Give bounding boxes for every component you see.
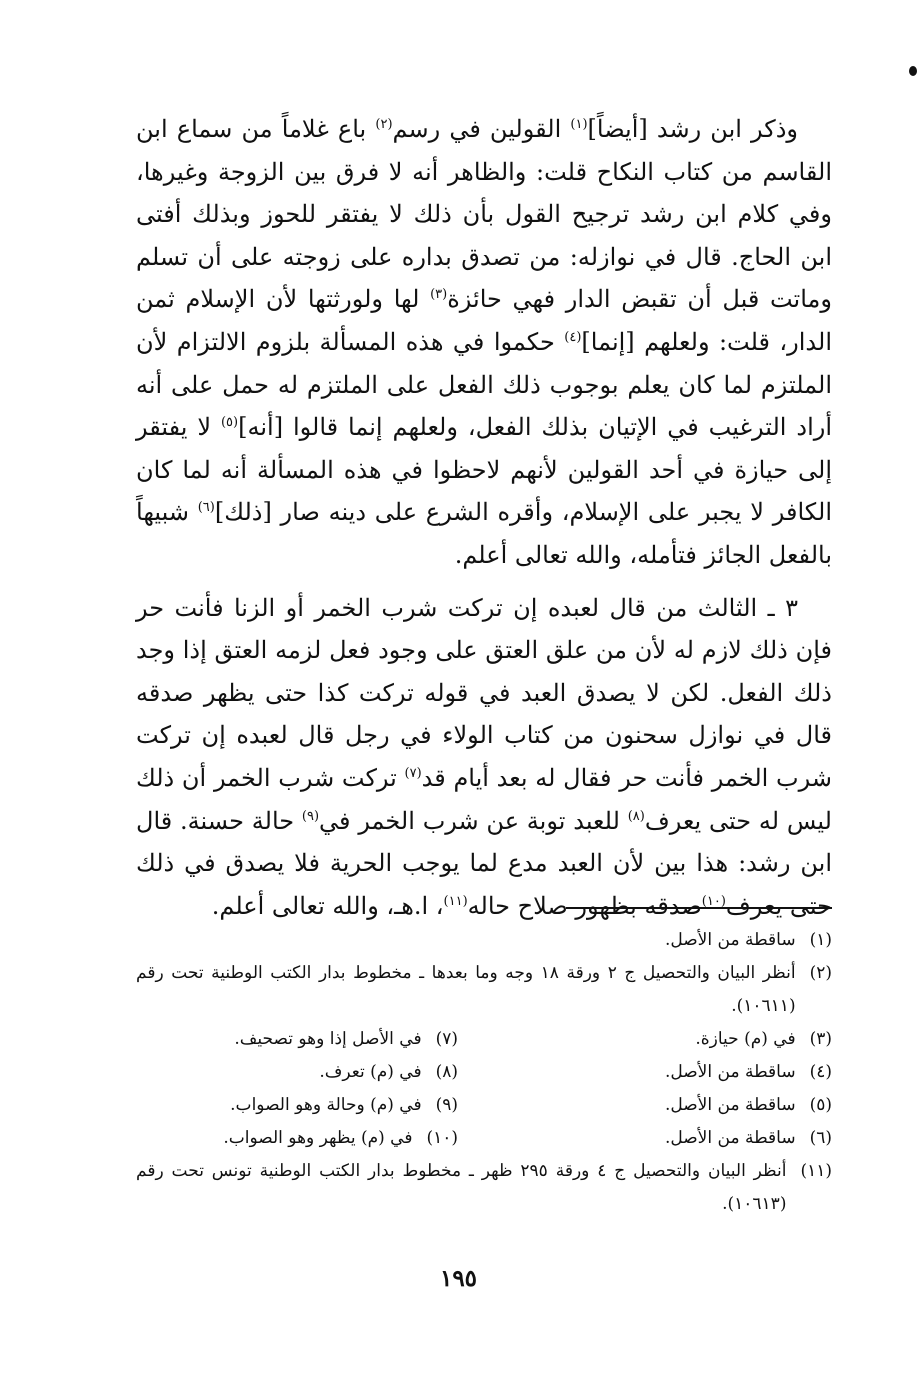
footnote-text: في الأصل إذا وهو تصحيف.: [234, 1029, 422, 1049]
text-run: ٣ ـ الثالث من قال لعبده إن تركت شرب الخمر أو الزنا فأنت حر فإن ذلك لازم له لأن من علق العتق على وجود فعل لزمه العتق إذا وجد ذلك الفعل. لكن لا يصدق العبد في قوله تركت كذا حتى يظهر صدقه قال في نوازل سحنون من كتاب الولاء في رجل قال لعبده إن تركت شرب الخمر فأنت حر فقال له بعد أيام قد: [136, 593, 832, 792]
footnote-ref: (٥): [220, 415, 239, 431]
footnote-number: (٥): [809, 1095, 832, 1115]
footnote-number: (٢): [809, 963, 832, 983]
footnote-number: (١٠): [426, 1128, 458, 1148]
footnote-number: (١١): [800, 1161, 832, 1181]
footnote-text: في (م) يظهر وهو الصواب.: [223, 1128, 413, 1148]
footnote-10: [136, 1122, 484, 1155]
footnote-text: أنظر البيان والتحصيل ج ٢ ورقة ١٨ وجه وما بعدها ـ مخطوط بدار الكتب الوطنية تحت رقم (١٠٦١١).: [136, 963, 796, 1016]
footnote-4: [484, 1056, 832, 1089]
footnote-7: [136, 1023, 484, 1056]
footnote-11: [136, 1155, 832, 1221]
paragraph-2: [136, 587, 832, 928]
footnote-number: (٩): [435, 1095, 458, 1115]
footnote-3: [484, 1023, 832, 1056]
footnote-number: (٤): [809, 1062, 832, 1082]
footnote-ref: (٦): [197, 500, 215, 516]
footnote-text: أنظر البيان والتحصيل ج ٤ ورقة ٢٩٥ ظهر ـ مخطوط بدار الكتب الوطنية تونس تحت رقم (١٠٦١٣).: [136, 1161, 787, 1214]
footnote-row: [136, 1056, 832, 1089]
footnote-8: [136, 1056, 484, 1089]
footnote-text: ساقطة من الأصل.: [664, 1128, 796, 1148]
text-run: حكموا في هذه المسألة بلزوم الالتزام لأن الملتزم لما كان يعلم بوجوب ذلك الفعل على الملتزم له حمل على أنه أراد الترغيب في الإتيان بذلك الفعل، ولعلهم إنما قالوا [أنه]: [136, 327, 833, 442]
main-text: [136, 108, 832, 927]
footnote-text: ساقطة من الأصل.: [664, 930, 796, 950]
footnote-ref: (٣): [430, 287, 448, 303]
text-run: لا يفتقر إلى حيازة في أحد القولين لأنهم لاحظوا في هذه المسألة أنه لما كان الكافر لا يجبر على الإسلام، وأقره الشرع على دينه صار [ذلك]: [136, 413, 832, 527]
text-run: ، ا.هـ، والله تعالى أعلم.: [211, 891, 444, 920]
footnote-ref: (٢): [375, 117, 393, 132]
text-run: تركت شرب الخمر أن ذلك ليس له حتى يعرف: [136, 763, 832, 835]
footnote-text: ساقطة من الأصل.: [664, 1095, 796, 1115]
footnote-ref: (٤): [564, 329, 582, 345]
text-run: شبيهاً بالفعل الجائز فتأمله، والله تعالى أعلم.: [136, 498, 832, 569]
footnote-ref: (١٠): [701, 893, 726, 909]
footnote-ref: (٧): [404, 765, 422, 781]
footnote-number: (٧): [435, 1029, 458, 1049]
footnote-text: في (م) تعرف.: [319, 1062, 422, 1082]
footnote-text: في (م) وحالة وهو الصواب.: [230, 1095, 422, 1115]
text-run: لها ولورثتها لأن الإسلام ثمن الدار، قلت: ولعلهم [إنما]: [136, 285, 833, 356]
footnote-ref: (١١): [443, 893, 468, 909]
text-run: صدقه بظهور صلاح حاله: [467, 891, 702, 920]
footnote-5: [484, 1089, 832, 1122]
footnote-ref: (٩): [301, 808, 320, 824]
footnote-ref: (٨): [627, 808, 645, 824]
footnote-number: (١): [809, 930, 832, 950]
footnote-9: [136, 1089, 484, 1122]
footnote-1: [136, 924, 832, 957]
footnote-2: [136, 957, 832, 1023]
footnote-number: (٨): [435, 1062, 458, 1082]
footnote-row: [136, 1122, 832, 1155]
footnotes: [136, 924, 832, 1221]
footnote-number: (٣): [809, 1029, 832, 1049]
text-run: للعبد توبة عن شرب الخمر في: [319, 806, 628, 835]
footnote-row: [136, 1023, 832, 1056]
text-run: وذكر ابن رشد [أيضاً]: [587, 115, 798, 143]
text-run: القولين في رسم: [392, 115, 571, 143]
footnote-number: (٦): [809, 1128, 832, 1148]
page-number: ١٩٥: [439, 1265, 478, 1292]
footnote-text: ساقطة من الأصل.: [664, 1062, 796, 1082]
text-run: باع غلاماً من سماع ابن القاسم من كتاب النكاح قلت: والظاهر أنه لا فرق بين الزوجة وغيرها، وفي كلام ابن رشد ترجيح القول بأن ذلك لا يفتقر للحوز وبذلك أفتى ابن الحاج. قال في نوازله: من تصدق بداره على زوجته على أن تسلم وماتت قبل أن تقبض الدار فهي حائزة: [136, 115, 832, 314]
footnote-separator: [566, 907, 832, 909]
footnote-6: [484, 1122, 832, 1155]
paragraph-1: [136, 108, 832, 577]
text-run: حالة حسنة. قال ابن رشد: هذا بين لأن العبد مدع لما يوجب الحرية فلا يصدق في ذلك حتى يعرف: [136, 806, 832, 920]
page-edge-mark: [909, 66, 917, 76]
footnote-text: في (م) حيازة.: [695, 1029, 796, 1049]
footnote-ref: (١): [570, 117, 588, 132]
footnote-row: [136, 1089, 832, 1122]
